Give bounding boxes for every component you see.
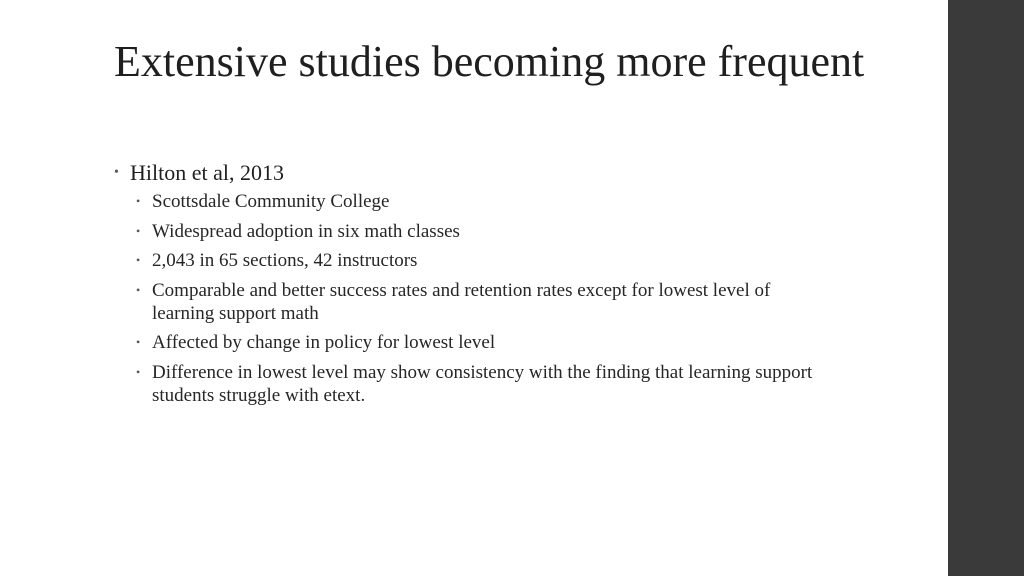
bullet-dot-icon: • — [136, 194, 141, 208]
sub-bullet-item — [134, 190, 834, 213]
decorative-side-bar — [948, 0, 1024, 576]
bullet-dot-icon: • — [136, 223, 141, 238]
bullet-dot-icon: • — [136, 364, 141, 379]
slide-title: Extensive studies becoming more frequent — [114, 37, 865, 86]
slide-content — [114, 158, 834, 413]
sub-bullet-text: Difference in lowest level may show consistency with the finding that learning support students struggle with etext. — [152, 361, 813, 406]
sub-bullet-text: Scottsdale Community College — [152, 191, 390, 212]
sub-bullet-item — [134, 249, 834, 272]
sub-bullet-list — [134, 190, 834, 407]
sub-bullet-item — [134, 361, 834, 407]
sub-bullet-text: Affected by change in policy for lowest level — [152, 332, 496, 353]
sub-bullet-text: Widespread adoption in six math classes — [152, 220, 460, 242]
sub-bullet-text: 2,043 in 65 sections, 42 instructors — [152, 250, 418, 271]
bullet-dot-icon: • — [136, 253, 141, 267]
bullet-dot-icon: • — [114, 165, 119, 180]
bullet-dot-icon: • — [136, 282, 141, 297]
sub-bullet-item — [134, 279, 834, 325]
bullet-item-level1 — [114, 158, 834, 188]
bullet-dot-icon: • — [136, 335, 141, 349]
sub-bullet-text: Comparable and better success rates and retention rates except for lowest level of learning support math — [152, 279, 771, 324]
bullet-text: Hilton et al, 2013 — [130, 160, 284, 185]
sub-bullet-item — [134, 220, 834, 243]
sub-bullet-item — [134, 331, 834, 354]
